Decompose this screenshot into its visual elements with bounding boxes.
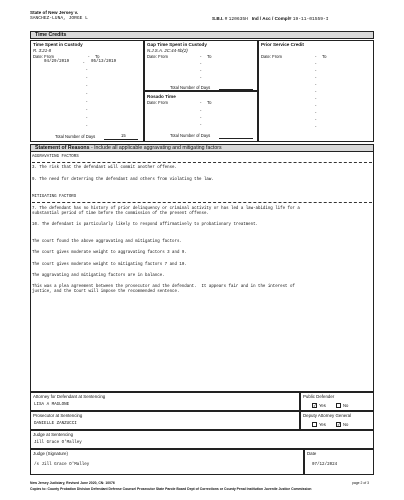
reasons-title: Statement of Reasons xyxy=(35,145,90,151)
reason-line: The court gives moderate weight to mitigating factors 7 and 10. xyxy=(32,263,187,267)
custody-from-date: 04/29/2019 xyxy=(44,60,70,64)
ind-label: Ind / Acc / Compl# xyxy=(251,16,292,21)
reason-line: The aggravating and mitigating factors are in balance. xyxy=(32,274,165,278)
custody-to-dash: - xyxy=(88,54,90,59)
reason-line: The court gives moderate weight to aggravating factors 3 and 9. xyxy=(32,251,187,255)
case-identifiers xyxy=(212,16,329,22)
custody-range-dash: - xyxy=(83,60,85,65)
defense-attorney-value: LISA A MAGLONE xyxy=(34,403,70,407)
custody-blank-row: - xyxy=(86,83,88,88)
judge-label: Judge at Sentencing xyxy=(33,432,74,437)
reason-line: 7. The defendant has no history of prior delinquency or criminal activity or has led a law-abiding life for a xyxy=(32,207,300,211)
reasons-header xyxy=(30,144,374,152)
ind-value: 19-11-01559-I xyxy=(292,17,329,22)
reason-divider xyxy=(32,202,372,203)
prosecutor-label: Prosecutor at Sentencing xyxy=(33,413,83,418)
custody-blank-row: - xyxy=(86,115,88,120)
rosado-from-label: Date: From xyxy=(147,100,168,105)
gap-from-label: Date: From xyxy=(147,54,168,59)
prior-service-title: Prior Service Credit xyxy=(261,42,304,47)
gap-blank-row: - xyxy=(200,75,202,80)
deputy-ag-yes-label: Yes xyxy=(319,422,326,427)
custody-from-label: Date: From xyxy=(33,54,54,59)
judge-value: Jill Grace O'Malley xyxy=(34,441,82,445)
judge-box xyxy=(30,430,374,449)
prior-blank-row: - xyxy=(315,103,317,108)
defense-attorney-label: Attorney for Defendant at Sentencing xyxy=(33,394,106,399)
custody-blank-row: - xyxy=(86,99,88,104)
rosado-blank-row: - xyxy=(200,122,202,127)
gap-blank-row: - xyxy=(200,61,202,66)
judge-signature-box xyxy=(30,449,304,475)
reason-divider xyxy=(32,162,372,163)
custody-blank-row: - xyxy=(86,67,88,72)
custody-blank-row: - xyxy=(86,123,88,128)
date-label: Date xyxy=(307,451,317,456)
reason-line: justice, and the Court will impose the recommended sentence. xyxy=(32,290,180,294)
rosado-blank-row: - xyxy=(200,108,202,113)
time-credits-title: Time Credits xyxy=(35,32,67,38)
custody-total-underline xyxy=(104,139,138,140)
prior-blank-row: - xyxy=(315,89,317,94)
reasons-box xyxy=(30,152,374,392)
prior-to-label: To xyxy=(322,54,327,59)
prior-blank-row: - xyxy=(315,110,317,115)
prior-from-label: Date: From xyxy=(261,54,282,59)
custody-title: Time Spent in Custody xyxy=(33,42,83,47)
gap-rule: N.J.S.A. 2C:44-5b(2) xyxy=(147,48,188,53)
reason-line: 10. The defendant is particularly likely to respond affirmatively to probationary treatment. xyxy=(32,223,259,227)
prosecutor-value: DANIELLE ZANZUCCI xyxy=(34,422,77,426)
deputy-ag-yes-checkbox[interactable] xyxy=(312,422,317,427)
prior-to-dash: - xyxy=(315,54,317,59)
reason-line: The court found the above aggravating and mitigating factors. xyxy=(32,240,182,244)
custody-total-value: 15 xyxy=(121,133,126,138)
rosado-title: Rosado Time xyxy=(147,94,176,99)
public-defender-yes-checkbox[interactable]: ✓ xyxy=(313,403,317,408)
rosado-blank-row: - xyxy=(200,115,202,120)
gap-total-underline xyxy=(219,89,253,90)
custody-to-date: 05/13/2019 xyxy=(91,60,117,64)
prior-blank-row: - xyxy=(315,61,317,66)
custody-blank-row: - xyxy=(86,75,88,80)
gap-blank-row: - xyxy=(200,68,202,73)
custody-rule: R. 3:21-8 xyxy=(33,48,52,53)
sbi-value: 120635H xyxy=(228,17,248,22)
time-credits-header xyxy=(30,31,374,39)
sbi-label: S.B.I. # xyxy=(212,16,228,21)
reason-line: This was a plea agreement between the prosecutor and the defendant. It appears fair and in the interest of xyxy=(32,285,295,289)
gap-title: Gap Time Spent in Custody xyxy=(147,42,207,47)
date-value: 07/12/2024 xyxy=(312,463,338,467)
custody-total-label: Total Number of Days xyxy=(55,134,96,139)
public-defender-no-checkbox[interactable] xyxy=(336,403,341,408)
form-revision: New Jersey Judiciary, Revised June 2020, CN: 10076 xyxy=(30,481,115,485)
judge-signature-label: Judge (Signature) xyxy=(33,451,68,456)
reason-line: AGGRAVATING FACTORS xyxy=(32,155,79,159)
defendant-name: SANCHEZ-LUNA, JORGE L xyxy=(30,16,88,21)
judge-signature-value: /s Jill Grace O'Malley xyxy=(34,463,90,467)
reason-line: MITIGATING FACTORS xyxy=(32,195,77,199)
public-defender-label: Public Defender xyxy=(303,394,335,399)
custody-blank-row: - xyxy=(86,107,88,112)
prior-blank-row: - xyxy=(315,75,317,80)
gap-to-dash: - xyxy=(200,54,202,59)
rosado-to-label: To xyxy=(207,100,212,105)
public-defender-no-label: No xyxy=(343,403,349,408)
page-number: page 2 of 3 xyxy=(352,481,369,485)
reason-line: 3. The risk that the defendant will commit another offense. xyxy=(32,166,177,170)
prior-blank-row: - xyxy=(315,68,317,73)
prior-blank-row: - xyxy=(315,96,317,101)
rosado-to-dash: - xyxy=(200,100,202,105)
gap-to-label: To xyxy=(207,54,212,59)
deputy-ag-label: Deputy Attorney General xyxy=(303,413,352,418)
reason-line: substantial period of time before the commission of the present offense. xyxy=(32,212,209,216)
deputy-ag-no-checkbox[interactable]: ✓ xyxy=(337,422,341,427)
custody-blank-row: - xyxy=(86,91,88,96)
reason-line: 9. The need for deterring the defendant and others from violating the law. xyxy=(32,178,214,182)
deputy-ag-no-label: No xyxy=(343,422,349,427)
prior-blank-row: - xyxy=(315,117,317,122)
copies-to: Copies to: County Probation Division Defendant Defense Counsel Prosecutor State Parole Board Dept of Corrections or County Penal Institution Juvenile Justice Commission xyxy=(30,487,312,491)
state-caption: State of New Jersey v. xyxy=(30,10,79,15)
prior-blank-row: - xyxy=(315,82,317,87)
rosado-total-label: Total Number of Days xyxy=(170,133,211,138)
rosado-total-underline xyxy=(219,138,253,139)
gap-total-label: Total Number of Days xyxy=(170,85,211,90)
reasons-subtitle: - Include all applicable aggravating and mitigating factors xyxy=(90,145,222,151)
custody-to-label: To xyxy=(95,54,100,59)
public-defender-yes-label: Yes xyxy=(319,403,326,408)
prior-blank-row: - xyxy=(315,124,317,129)
